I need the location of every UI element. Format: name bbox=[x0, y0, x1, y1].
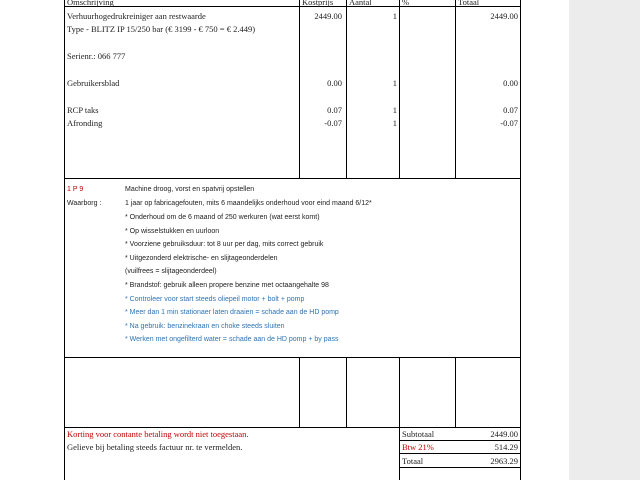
vat-label: Btw 21% bbox=[402, 442, 434, 452]
table-right-border bbox=[520, 0, 521, 480]
note-line-blue: * Meer dan 1 min stationaer laten draaien = schade aan de HD pomp bbox=[125, 309, 339, 316]
item-total: 2449.00 bbox=[490, 11, 518, 21]
total-label: Totaal bbox=[402, 456, 424, 466]
note-line-blue: * Werken met ongefilterd water = schade aan de HD pomp + by pass bbox=[125, 336, 339, 343]
item-unit-price: -0.07 bbox=[324, 118, 342, 128]
col-divider-4 bbox=[455, 0, 456, 178]
col-header-total: Totaal bbox=[458, 0, 480, 7]
warranty-text: 1 jaar op fabricagefouten, mits 6 maandelijks onderhoud voor eind maand 6/12* bbox=[125, 200, 372, 207]
note-line: (vuilfrees = slijtageonderdeel) bbox=[125, 268, 217, 275]
item-quantity: 1 bbox=[392, 118, 397, 128]
payment-notice: Gelieve bij betaling steeds factuur nr. te vermelden. bbox=[67, 442, 243, 452]
item-quantity: 1 bbox=[392, 105, 397, 115]
item-unit-price: 0.00 bbox=[327, 78, 342, 88]
col-header-unit-price: Kostprijs bbox=[302, 0, 334, 7]
item-total: -0.07 bbox=[500, 118, 518, 128]
empty-block-bottom-line bbox=[64, 427, 521, 428]
header-bottom-line bbox=[64, 6, 521, 7]
col-divider-1 bbox=[299, 0, 300, 178]
notes-code: 1 P 9 bbox=[67, 186, 84, 193]
col-header-vat: % bbox=[402, 0, 410, 7]
item-quantity: 1 bbox=[392, 11, 397, 21]
payment-notice-red: Korting voor contante betaling wordt niet toegestaan. bbox=[67, 429, 249, 439]
table-left-border bbox=[64, 0, 65, 480]
item-serial-line: Serienr.: 066 777 bbox=[67, 51, 126, 61]
subtotal-row-line bbox=[399, 440, 521, 441]
col-header-quantity: Aantal bbox=[349, 0, 372, 7]
empty-col-divider-4 bbox=[455, 357, 456, 427]
item-description: Afronding bbox=[67, 118, 103, 128]
note-line-blue: * Controleer voor start steeds oliepeil motor + bolt + pomp bbox=[125, 296, 305, 303]
total-row-line bbox=[399, 467, 521, 468]
col-header-description: Omschrijving bbox=[67, 0, 114, 7]
item-total: 0.07 bbox=[503, 105, 518, 115]
notes-heading: Machine droog, vorst en spatvrij opstellen bbox=[125, 186, 255, 193]
item-unit-price: 2449.00 bbox=[314, 11, 342, 21]
item-type-line: Type - BLITZ IP 15/250 bar (€ 3199 - € 750 = € 2.449) bbox=[67, 24, 256, 34]
item-total: 0.00 bbox=[503, 78, 518, 88]
item-unit-price: 0.07 bbox=[327, 105, 342, 115]
empty-col-divider-3 bbox=[399, 357, 400, 480]
item-description: Verhuurhogedrukreiniger aan restwaarde bbox=[67, 11, 206, 21]
item-description: Gebruikersblad bbox=[67, 78, 120, 88]
subtotal-value: 2449.00 bbox=[490, 429, 518, 439]
item-description: RCP taks bbox=[67, 105, 99, 115]
col-divider-3 bbox=[399, 0, 400, 178]
note-line: * Voorziene gebruiksduur: tot 8 uur per dag, mits correct gebruik bbox=[125, 241, 324, 248]
warranty-label: Waarborg : bbox=[67, 200, 102, 207]
note-line: * Onderhoud om de 6 maand of 250 werkuren (wat eerst komt) bbox=[125, 214, 320, 221]
vat-row-line bbox=[399, 453, 521, 454]
col-divider-2 bbox=[346, 0, 347, 178]
notes-bottom-line bbox=[64, 357, 521, 358]
note-line: * Uitgezonderd elektrische- en slijtageonderdelen bbox=[125, 255, 278, 262]
item-quantity: 1 bbox=[392, 78, 397, 88]
vat-value: 514.29 bbox=[494, 442, 518, 452]
note-line-blue: * Na gebruik: benzinekraan en choke steeds sluiten bbox=[125, 323, 285, 330]
viewer-side-panel bbox=[569, 0, 640, 480]
subtotal-label: Subtotaal bbox=[402, 429, 435, 439]
empty-col-divider-1 bbox=[299, 357, 300, 427]
note-line: * Op wisselstukken en uurloon bbox=[125, 228, 220, 235]
empty-col-divider-2 bbox=[346, 357, 347, 427]
note-line: * Brandstof: gebruik alleen propere benzine met octaangehalte 98 bbox=[125, 282, 329, 289]
total-value: 2963.29 bbox=[490, 456, 518, 466]
items-bottom-line bbox=[64, 178, 521, 179]
